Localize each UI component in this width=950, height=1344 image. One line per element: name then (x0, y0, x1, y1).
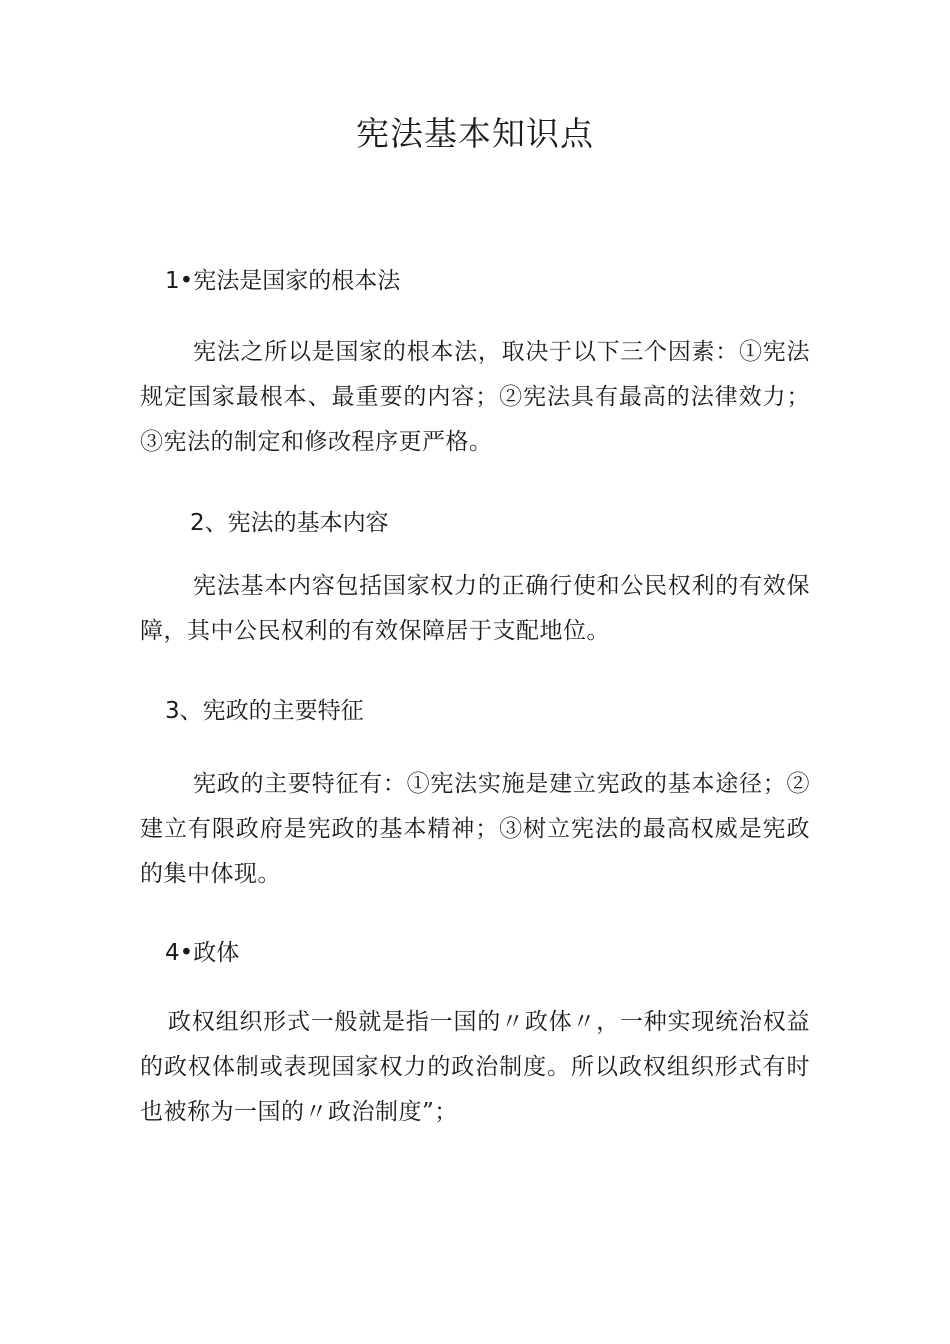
section-3-number: 3、 (165, 698, 203, 724)
section-2-number: 2、 (190, 510, 228, 536)
section-4-body: 政权组织形式一般就是指一国的〃政体〃，一种实现统治权益的政权体制或表现国家权力的政治制度。所以政权组织形式有时也被称为一国的〃政治制度”； (140, 1009, 810, 1125)
section-1-body: 宪法之所以是国家的根本法，取决于以下三个因素：①宪法规定国家最根本、最重要的内容；②宪法具有最高的法律效力；③宪法的制定和修改程序更严格。 (140, 339, 810, 455)
section-4-title: 政体 (193, 940, 240, 966)
section-2-body: 宪法基本内容包括国家权力的正确行使和公民权利的有效保障，其中公民权利的有效保障居于支配地位。 (140, 573, 810, 644)
section-3-body: 宪政的主要特征有：①宪法实施是建立宪政的基本途径；②建立有限政府是宪政的基本精神；③树立宪法的最高权威是宪政的集中体现。 (140, 771, 810, 887)
section-4-number: 4• (165, 940, 194, 966)
section-2-heading (190, 504, 389, 537)
section-1-title: 宪法是国家的根本法 (193, 268, 401, 294)
section-4-heading (165, 934, 239, 967)
section-3-heading (165, 692, 364, 725)
section-2-title: 宪法的基本内容 (227, 510, 389, 536)
section-1-heading (165, 262, 400, 295)
document-title: 宪法基本知识点 (356, 114, 594, 153)
section-3-title: 宪政的主要特征 (202, 698, 364, 724)
section-1-number: 1• (165, 268, 194, 294)
